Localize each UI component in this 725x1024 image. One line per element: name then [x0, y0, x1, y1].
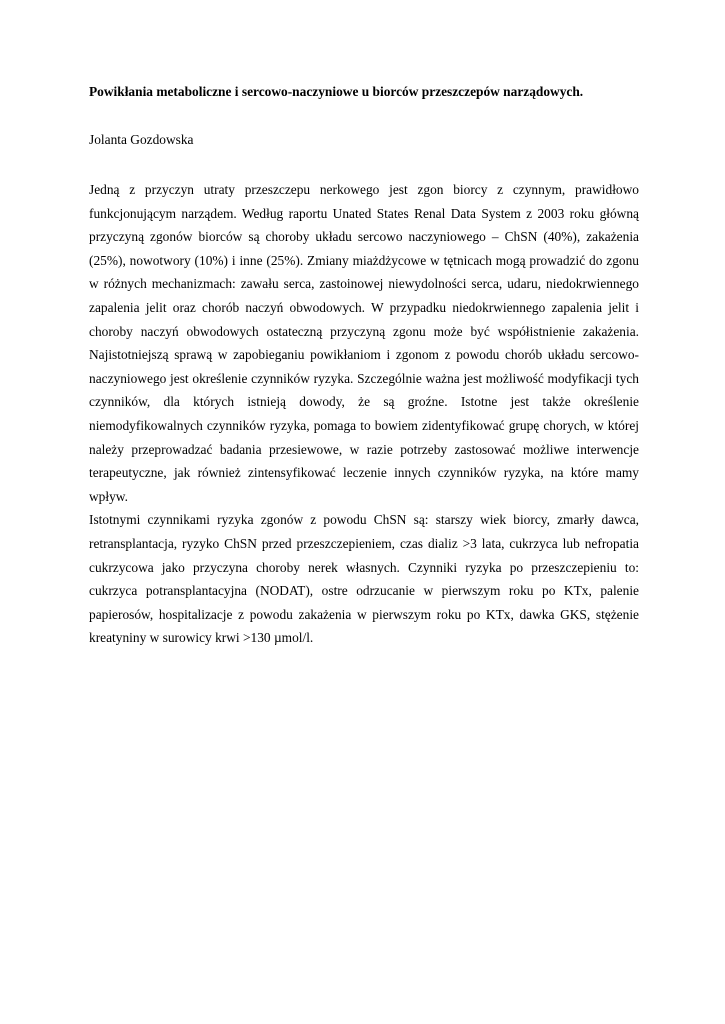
text-line: Jedną z przyczyn utraty przeszczepu nerkowego jest zgon biorcy z czynnym, prawidłowo: [89, 182, 639, 197]
text-line: czynników, dla których istnieją dowody, że są groźne. Istotne jest także określenie: [89, 394, 639, 410]
text-line: w różnych mechanizmach: zawału serca, zastoinowej niewydolności serca, udaru, niedokrwiennego: [89, 276, 639, 292]
document-page: [89, 84, 639, 654]
text-line: niemodyfikowalnych czynników ryzyka, pomaga to bowiem zidentyfikować grupę chorych, w której: [89, 417, 639, 433]
text-line: wpływ.: [89, 488, 128, 504]
text-line: papierosów, hospitalizacje z powodu zakażenia w pierwszym roku po KTx, dawka GKS, stężenie: [89, 606, 639, 622]
text-line: naczyniowego jest określenie czynników ryzyka. Szczególnie ważna jest możliwość modyfikacji tych: [89, 370, 639, 386]
document-title: Powikłania metaboliczne i sercowo-naczyniowe u biorców przeszczepów narządowych.: [89, 84, 584, 99]
paragraph: [89, 182, 639, 512]
text-line: retransplantacja, ryzyko ChSN przed przeszczepieniem, czas dializ >3 lata, cukrzyca lub nefropatia: [89, 535, 639, 551]
text-line: Najistotniejszą sprawą w zapobieganiu powikłaniom i zgonom z powodu chorób układu sercowo-: [89, 347, 639, 363]
paragraph: [89, 512, 639, 654]
author-name: Jolanta Gozdowska: [89, 132, 194, 147]
text-line: terapeutyczne, jak również zintensyfikować leczenie innych czynników ryzyka, na które mamy: [89, 465, 639, 481]
text-line: należy przeprowadzać badania przesiewowe, w razie potrzeby zastosować możliwe interwencje: [89, 441, 639, 457]
text-line: zapalenia jelit oraz chorób naczyń obwodowych. W przypadku niedokrwiennego zapalenia jelit i: [89, 299, 639, 315]
text-line: kreatyniny w surowicy krwi >130 µmol/l.: [89, 630, 314, 646]
body-text: [89, 182, 639, 654]
text-line: choroby naczyń obwodowych ostateczną przyczyną zgonu może być współistnienie zakażenia.: [89, 323, 639, 339]
text-line: (25%), nowotwory (10%) i inne (25%). Zmiany miażdżycowe w tętnicach mogą prowadzić do zgonu: [89, 252, 639, 268]
text-line: cukrzycowa jako przyczyna choroby nerek własnych. Czynniki ryzyka po przeszczepieniu to:: [89, 559, 639, 575]
text-line: cukrzyca potransplantacyjna (NODAT), ostre odrzucanie w pierwszym roku po KTx, palenie: [89, 583, 639, 599]
text-line: funkcjonującym narządem. Według raportu Unated States Renal Data System z 2003 roku główną: [89, 205, 639, 221]
text-line: przyczyną zgonów biorców są choroby układu sercowo naczyniowego – ChSN (40%), zakażenia: [89, 229, 639, 245]
text-line: Istotnymi czynnikami ryzyka zgonów z powodu ChSN są: starszy wiek biorcy, zmarły dawca,: [89, 512, 639, 528]
